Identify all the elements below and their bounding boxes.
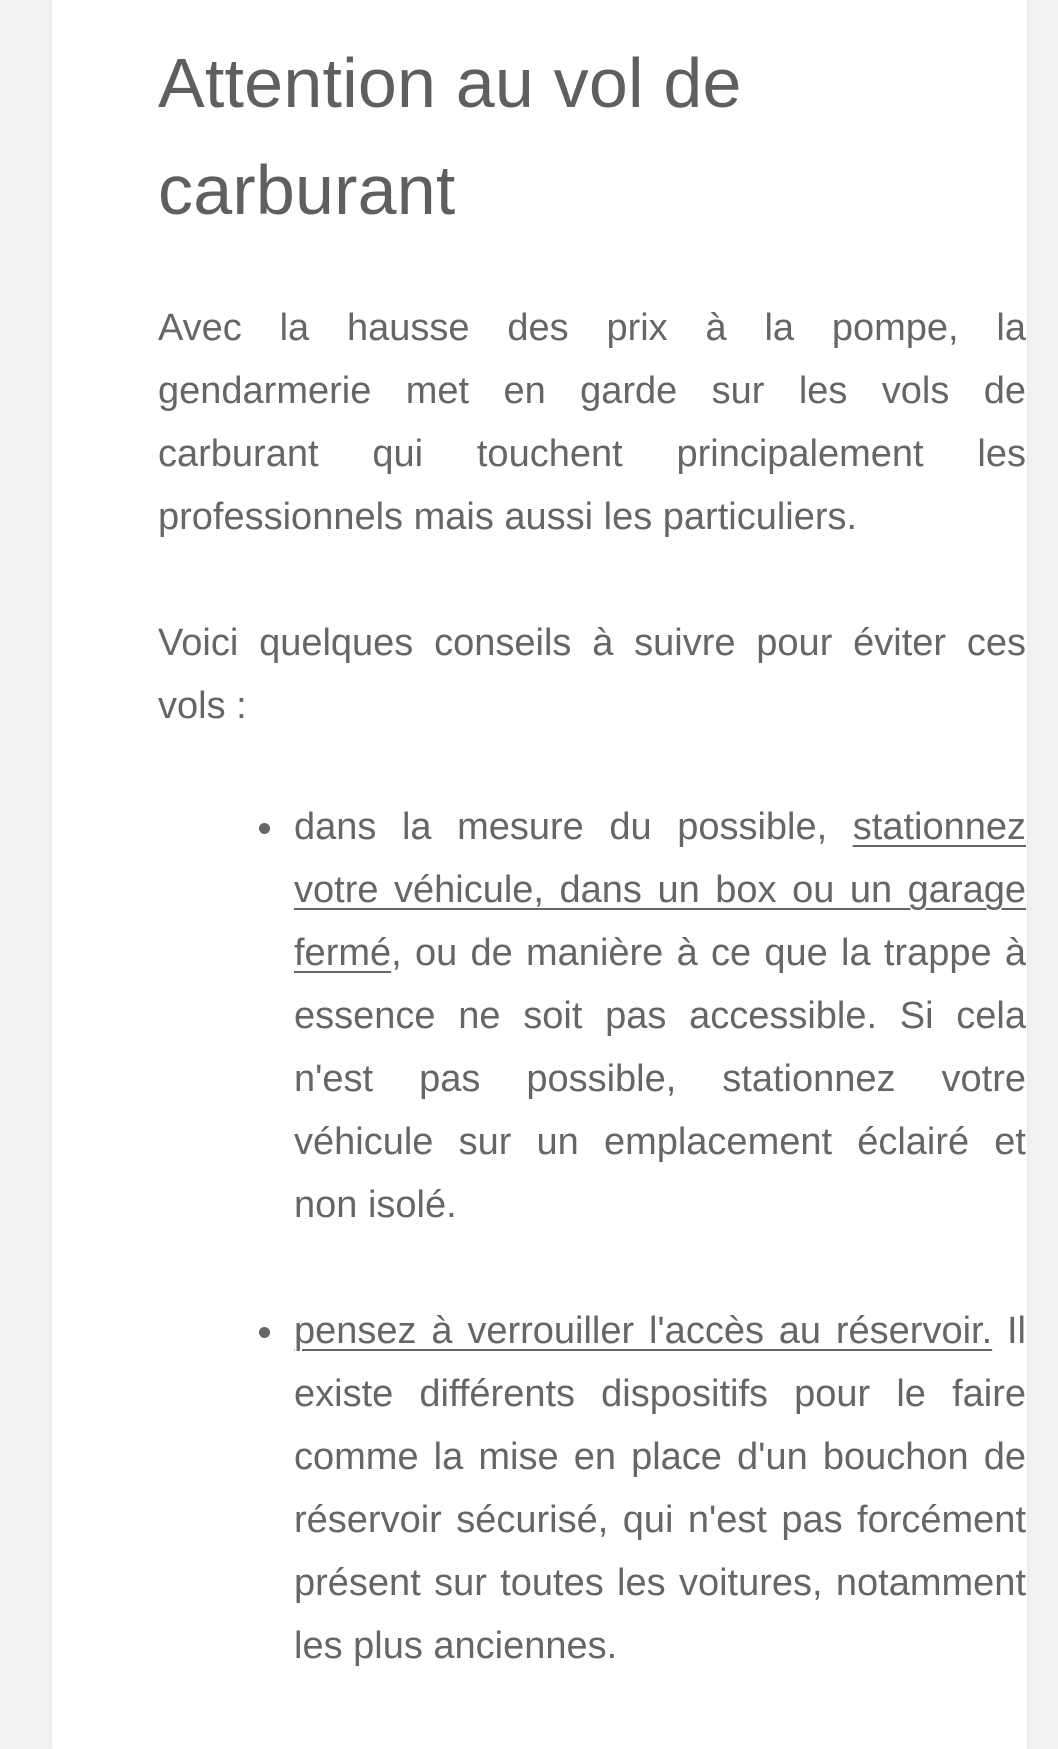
tip-text-before: dans la mesure du possible, (294, 806, 853, 848)
list-item (294, 1300, 1026, 1678)
bullet-icon (259, 823, 270, 834)
article-title: Attention au vol de carburant (158, 44, 742, 229)
advice-intro-paragraph: Voici quelques conseils à suivre pour éviter ces vols : (158, 622, 1026, 727)
article-content (158, 30, 1026, 1678)
tip-text-after: Il existe différents dispositifs pour le faire comme la mise en place d'un bouchon de réservoir sécurisé, qui n'est pas forcément présent sur toutes les voitures, notamment les plus anciennes. (294, 1310, 1026, 1667)
tip-link-garage[interactable]: stationnez votre véhicule, dans un box ou un garage fermé (294, 806, 1026, 974)
article-card (52, 0, 1027, 1749)
bullet-icon (259, 1327, 270, 1338)
tip-text-after: , ou de manière à ce que la trappe à essence ne soit pas accessible. Si cela n'est pas possible, stationnez votre véhicule sur un emplacement éclairé et non isolé. (294, 932, 1026, 1226)
tips-list (158, 796, 1026, 1678)
tip-link-lock-tank[interactable]: pensez à verrouiller l'accès au réservoir. (294, 1310, 993, 1352)
list-item (294, 796, 1026, 1237)
intro-paragraph: Avec la hausse des prix à la pompe, la gendarmerie met en garde sur les vols de carburant qui touchent principalement les professionnels mais aussi les particuliers. (158, 307, 1026, 538)
